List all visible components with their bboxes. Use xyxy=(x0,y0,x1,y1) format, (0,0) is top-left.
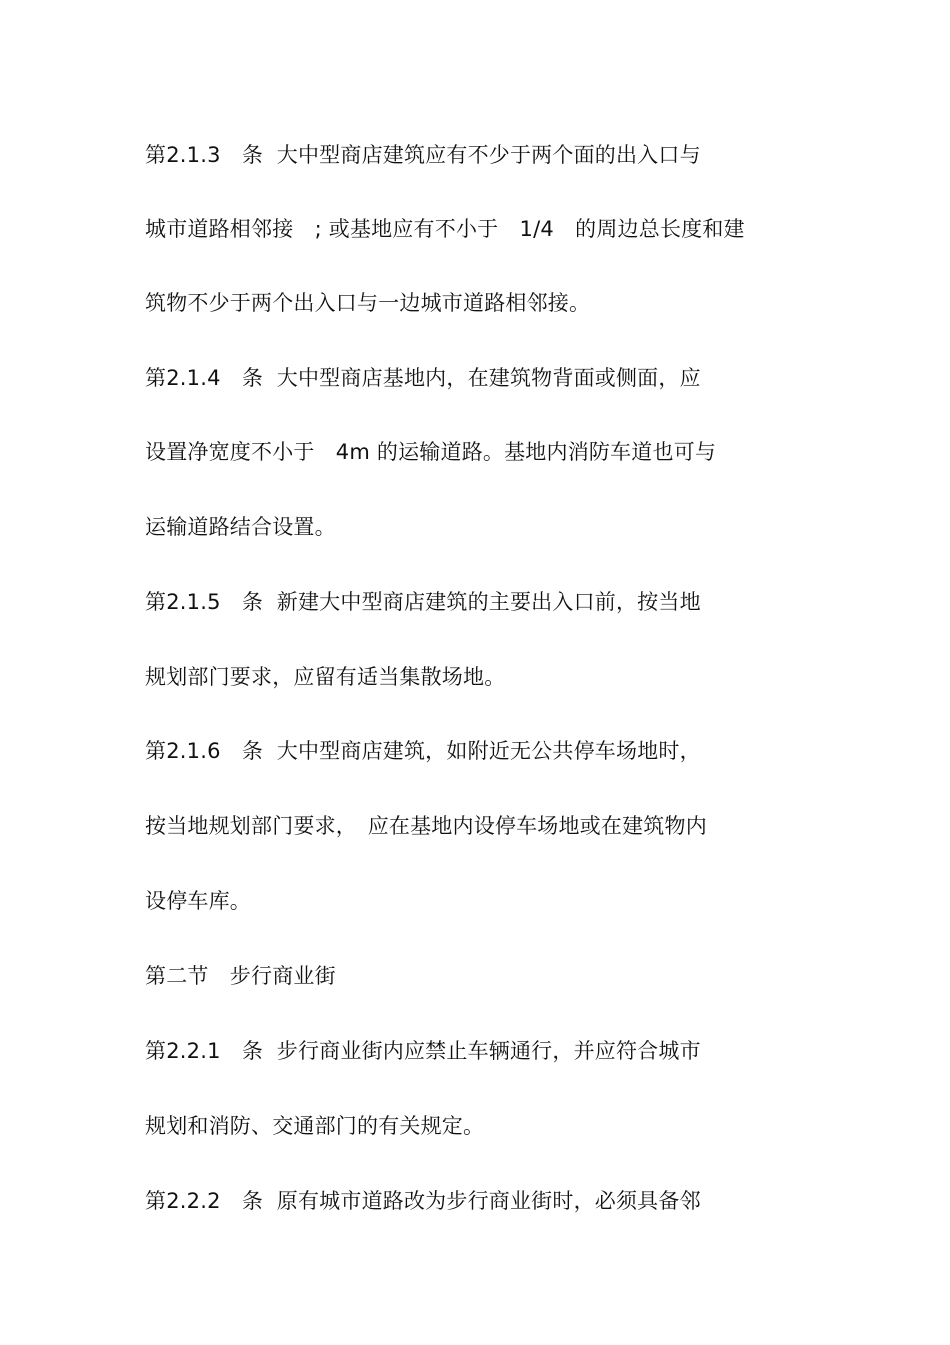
text-line: 第2.1.5 条 新建大中型商店建筑的主要出入口前，按当地 xyxy=(145,590,701,614)
text-line: 运输道路结合设置。 xyxy=(145,515,336,539)
text-line: 按当地规划部门要求， 应在基地内设停车场地或在建筑物内 xyxy=(145,814,707,838)
text-line: 第2.1.6 条 大中型商店建筑，如附近无公共停车场地时， xyxy=(145,739,701,763)
text-line: 第2.2.1 条 步行商业街内应禁止车辆通行，并应符合城市 xyxy=(145,1039,701,1063)
text-line: 规划和消防、交通部门的有关规定。 xyxy=(145,1114,485,1138)
text-line: 筑物不少于两个出入口与一边城市道路相邻接。 xyxy=(145,291,591,315)
text-line: 第2.1.3 条 大中型商店建筑应有不少于两个面的出入口与 xyxy=(145,143,701,167)
text-line: 城市道路相邻接 ; 或基地应有不小于 1/4 的周边总长度和建 xyxy=(145,217,745,241)
text-line: 第2.2.2 条 原有城市道路改为步行商业街时，必须具备邻 xyxy=(145,1189,701,1213)
text-line: 规划部门要求，应留有适当集散场地。 xyxy=(145,665,506,689)
section-heading: 第二节 步行商业街 xyxy=(145,964,336,988)
text-line: 第2.1.4 条 大中型商店基地内，在建筑物背面或侧面，应 xyxy=(145,366,701,390)
text-line: 设停车库。 xyxy=(145,889,251,913)
text-line: 设置净宽度不小于 4m 的运输道路。基地内消防车道也可与 xyxy=(145,440,717,464)
